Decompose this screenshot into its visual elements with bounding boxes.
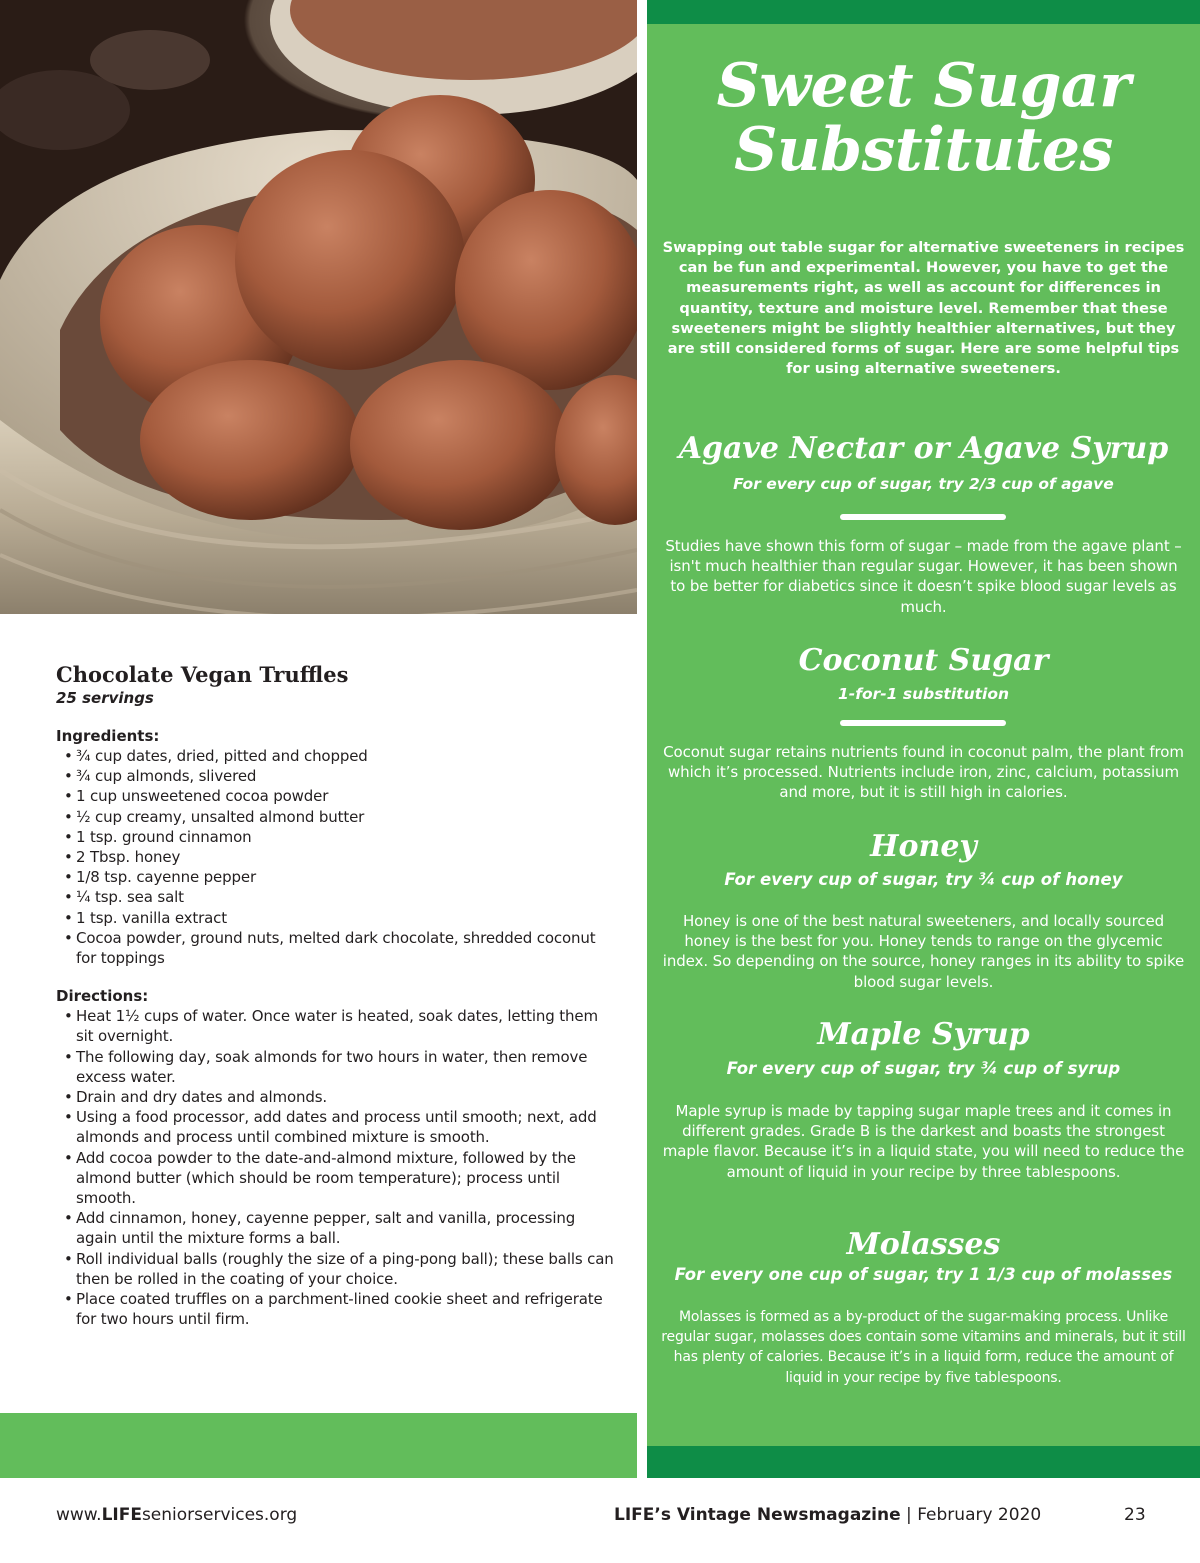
ingredient-item: • ½ cup creamy, unsalted almond butter [64, 807, 616, 827]
footer-publication [614, 1504, 1041, 1526]
sweetener-body-maple: Maple syrup is made by tapping sugar maple trees and it comes in different grades. Grade B is the darkest and boasts the strongest maple flavor. Because it’s in a liquid state, you will need to reduce the amount of liquid in your recipe by three tablespoons. [662, 1102, 1185, 1181]
panel-title-line-2: Substitutes [734, 115, 1113, 185]
ingredient-item: • ¾ cup almonds, slivered [64, 766, 616, 786]
footer-publication-name: LIFE’s Vintage Newsmagazine [614, 1505, 901, 1525]
ingredient-item: • Cocoa powder, ground nuts, melted dark chocolate, shredded coconut for toppings [64, 928, 616, 968]
ingredients-label: Ingredients: [56, 727, 160, 745]
footer-page-number: 23 [1124, 1505, 1146, 1525]
ingredient-item: • 1/8 tsp. cayenne pepper [64, 867, 616, 887]
sugar-substitutes-panel [647, 0, 1200, 1478]
sweetener-title-coconut: Coconut Sugar [798, 643, 1049, 678]
ingredient-item: • ¼ tsp. sea salt [64, 887, 616, 907]
panel-top-strip [647, 0, 1200, 24]
sweetener-body-coconut: Coconut sugar retains nutrients found in coconut palm, the plant from which it’s processed. Nutrients include iron, zinc, calcium, potassium and more, but it is still high in calories. [663, 743, 1184, 802]
recipe-servings: 25 servings [56, 689, 154, 707]
ingredient-item: • 1 cup unsweetened cocoa powder [64, 786, 616, 806]
panel-title-line-1: Sweet Sugar [716, 51, 1131, 121]
recipe-title: Chocolate Vegan Truffles [56, 662, 349, 687]
sweetener-title-honey: Honey [870, 829, 977, 864]
sweetener-tip-maple: For every cup of sugar, try ¾ cup of syrup [726, 1059, 1121, 1078]
panel-bottom-strip [647, 1446, 1200, 1478]
recipe-block [56, 662, 616, 1329]
ingredients-list [56, 746, 616, 968]
sweetener-title-agave: Agave Nectar or Agave Syrup [678, 431, 1169, 466]
direction-step: • Heat 1½ cups of water. Once water is heated, soak dates, letting them sit overnight. [64, 1006, 616, 1046]
panel-intro: Swapping out table sugar for alternative sweeteners in recipes can be fun and experimental. However, you have to get the measurements right, as well as account for differences in quantity, texture and moisture level. Remember that these sweeteners might be slightly healthier alternatives, but they are still considered forms of sugar. Here are some helpful tips for using alternative sweeteners. [662, 239, 1185, 378]
truffles-illustration [0, 0, 637, 614]
direction-step: • Add cocoa powder to the date-and-almond mixture, followed by the almond butter (which should be room temperature); process until smooth. [64, 1148, 616, 1209]
footer-site-brand: LIFE [101, 1505, 142, 1525]
footer-separator: | [900, 1505, 918, 1525]
directions-list [56, 1006, 616, 1329]
ingredient-item: • 1 tsp. vanilla extract [64, 908, 616, 928]
direction-step: • Drain and dry dates and almonds. [64, 1087, 616, 1107]
left-green-bar [0, 1413, 637, 1478]
section-divider [840, 514, 1006, 520]
ingredient-item: • ¾ cup dates, dried, pitted and chopped [64, 746, 616, 766]
sweetener-title-maple: Maple Syrup [817, 1017, 1030, 1052]
footer-site-prefix: www. [56, 1505, 102, 1525]
footer-site-suffix: seniorservices.org [141, 1505, 298, 1525]
ingredient-item: • 2 Tbsp. honey [64, 847, 616, 867]
ingredient-item: • 1 tsp. ground cinnamon [64, 827, 616, 847]
direction-step: • Roll individual balls (roughly the size of a ping-pong ball); these balls can then be rolled in the coating of your choice. [64, 1249, 616, 1289]
direction-step: • The following day, soak almonds for two hours in water, then remove excess water. [64, 1047, 616, 1087]
sweetener-tip-honey: For every cup of sugar, try ¾ cup of honey [724, 870, 1123, 889]
sweetener-title-molasses: Molasses [846, 1227, 1001, 1262]
sweetener-tip-molasses: For every one cup of sugar, try 1 1/3 cup of molasses [674, 1265, 1173, 1284]
sweetener-body-agave: Studies have shown this form of sugar – made from the agave plant – isn't much healthier than regular sugar. However, it has been shown to be better for diabetics since it doesn’t spike blood sugar levels as much. [665, 537, 1182, 616]
directions-label: Directions: [56, 987, 149, 1006]
section-divider [840, 720, 1006, 726]
footer-issue: February 2020 [917, 1505, 1042, 1525]
sweetener-tip-agave: For every cup of sugar, try 2/3 cup of agave [733, 475, 1114, 493]
direction-step: • Place coated truffles on a parchment-lined cookie sheet and refrigerate for two hours until firm. [64, 1289, 616, 1329]
direction-step: • Add cinnamon, honey, cayenne pepper, salt and vanilla, processing again until the mixture forms a ball. [64, 1208, 616, 1248]
footer-website[interactable] [56, 1504, 297, 1526]
sweetener-body-molasses: Molasses is formed as a by-product of the sugar-making process. Unlike regular sugar, molasses does contain some vitamins and minerals, but it still has plenty of calories. Because it’s in a liquid form, reduce the amount of liquid in your recipe by five tablespoons. [661, 1309, 1186, 1386]
panel-title [647, 51, 1200, 185]
direction-step: • Using a food processor, add dates and process until smooth; next, add almonds and process until combined mixture is smooth. [64, 1107, 616, 1147]
sweetener-tip-coconut: 1-for-1 substitution [837, 685, 1010, 703]
sweetener-body-honey: Honey is one of the best natural sweeteners, and locally sourced honey is the best for you. Honey tends to range on the glycemic index. So depending on the source, honey ranges in its ability to spike blood sugar levels. [662, 912, 1185, 991]
truffles-photo [0, 0, 637, 614]
